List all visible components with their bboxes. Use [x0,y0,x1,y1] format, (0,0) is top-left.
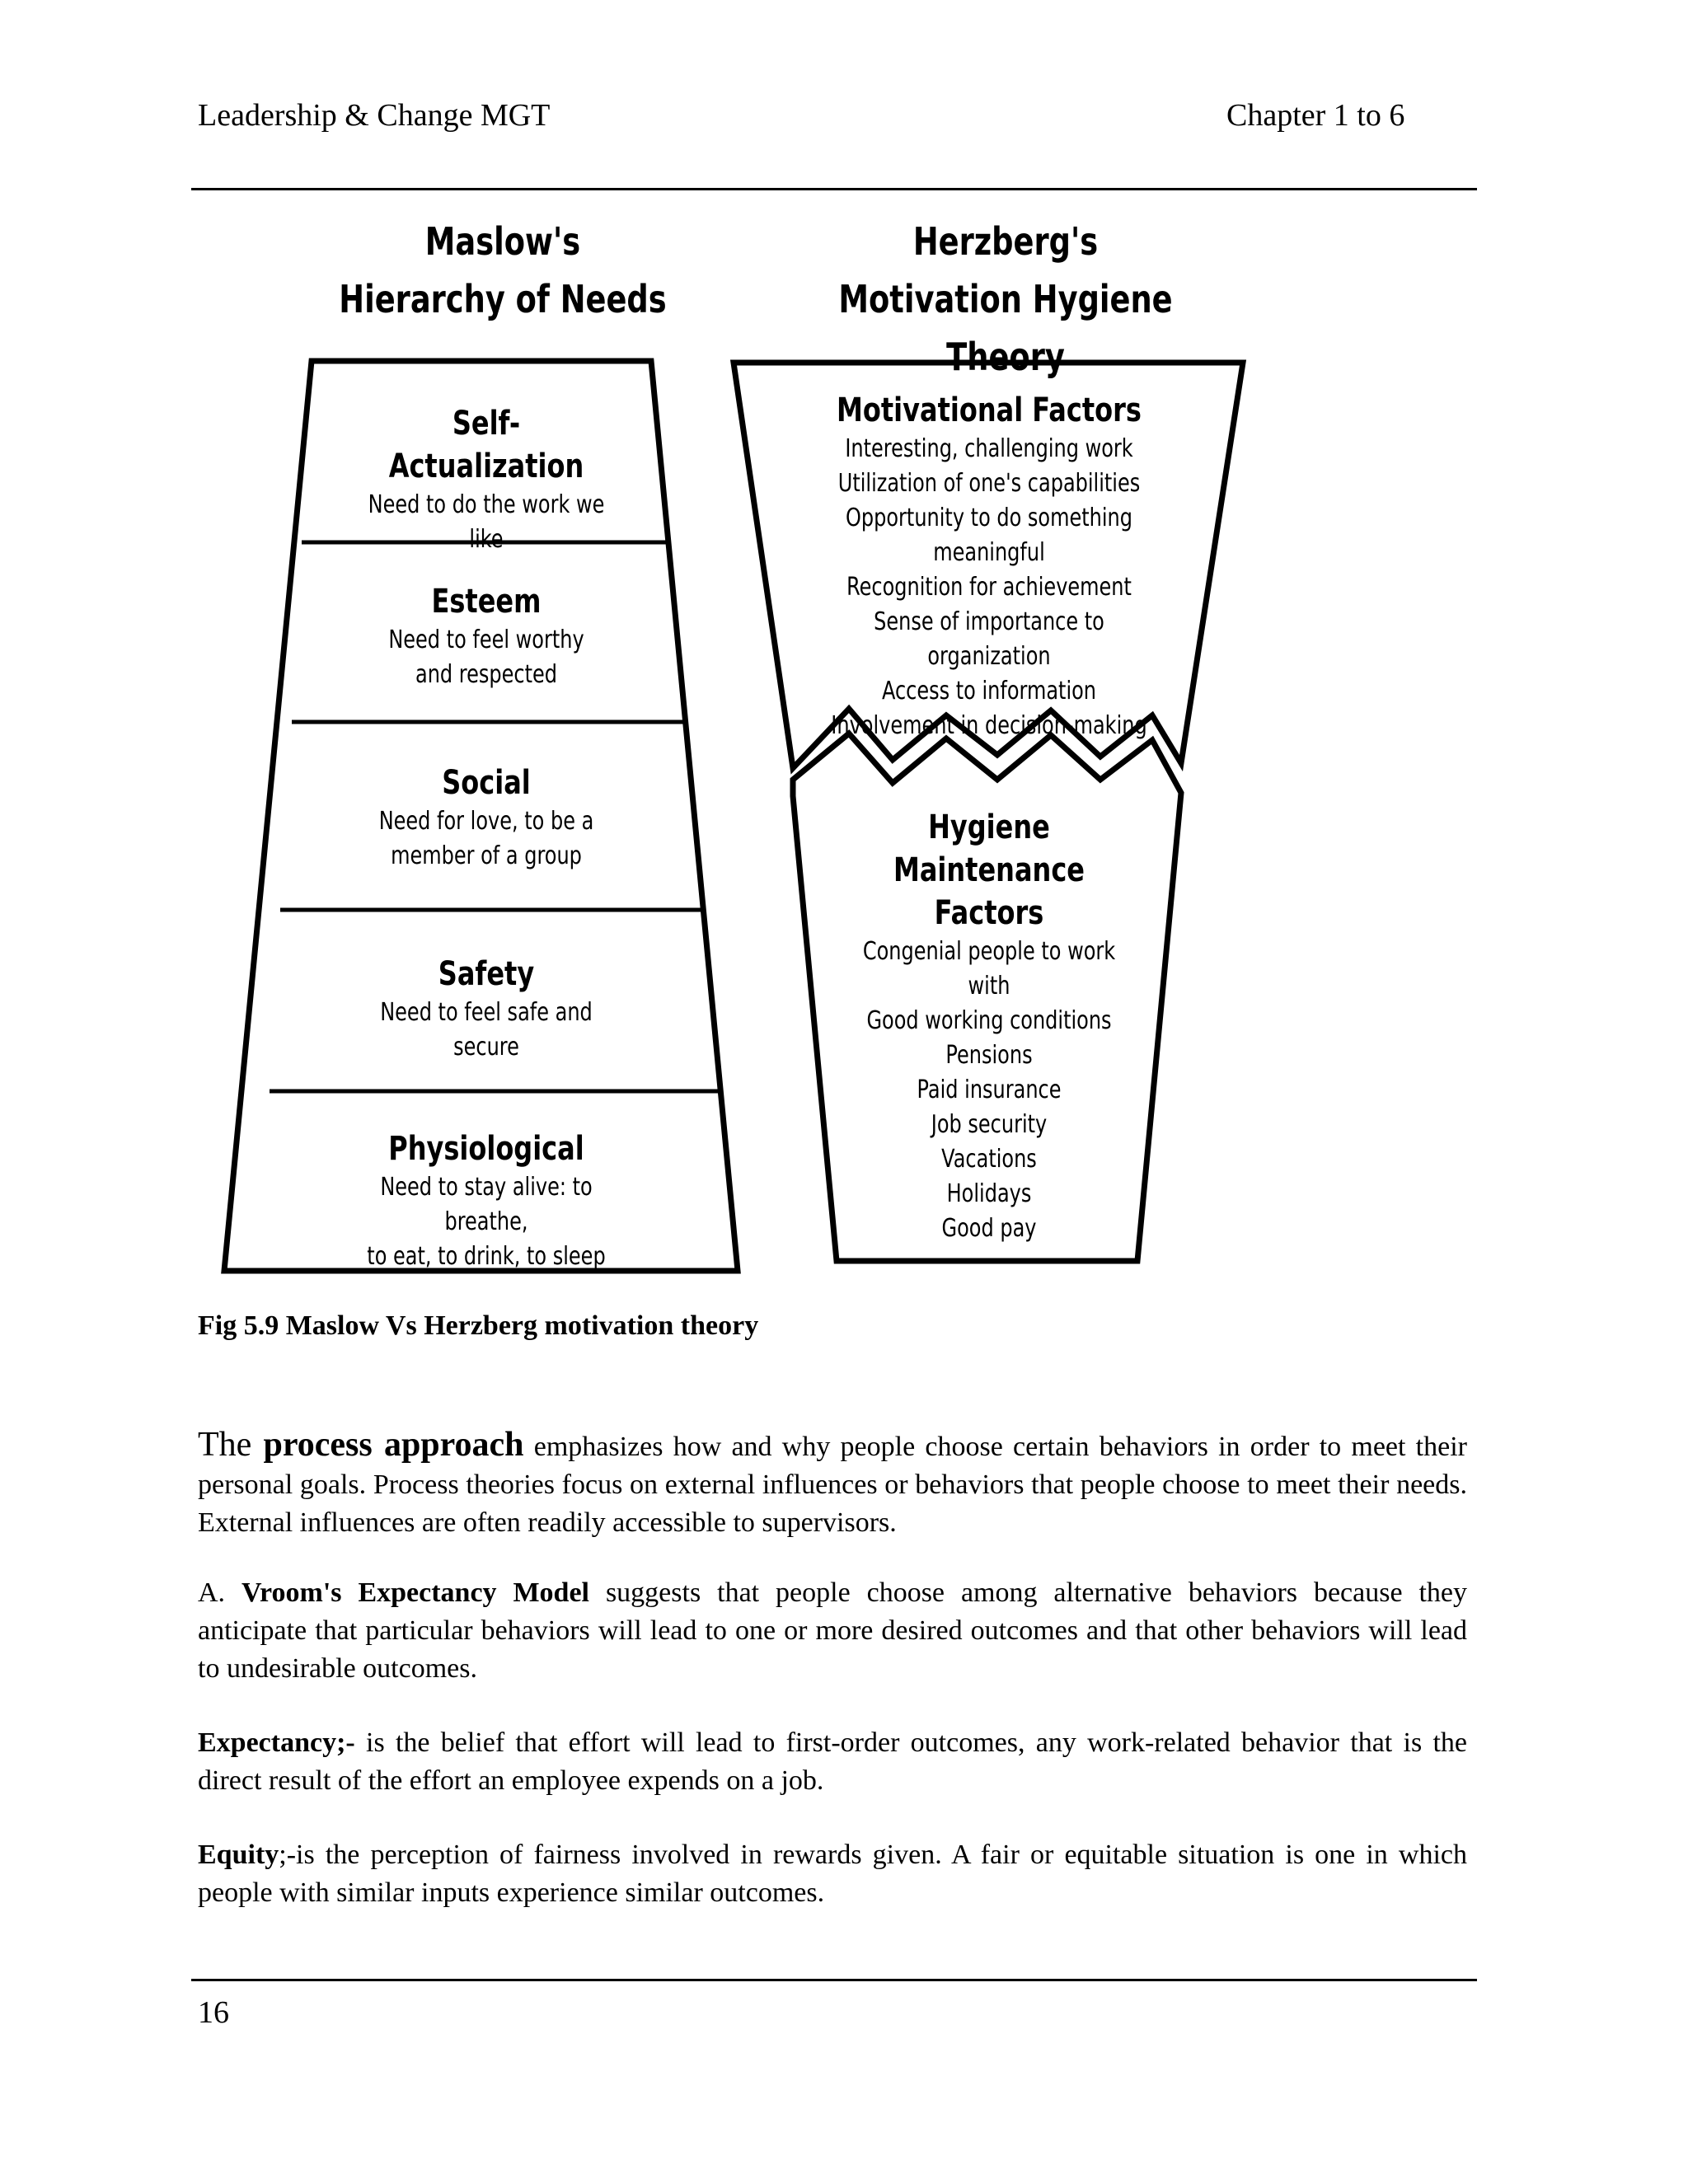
motivational-item: Involvement in decision-making [831,711,1147,740]
herzberg-motivational-factors [775,389,1203,743]
level-desc: Need to do the work we like [368,490,605,554]
level-desc: Need for love, to be a [378,807,594,836]
paragraph-vroom [198,1574,1467,1688]
p2-term: Vroom's Expectancy Model [241,1577,590,1608]
paragraph-expectancy [198,1724,1467,1800]
level-desc: Need to feel safe and secure [380,998,593,1062]
p1-rest: emphasizes how and why people choose certain behaviors in order to meet their personal goals. Process theories focus on external influences or behaviors that people choose to meet their needs. External influences are often readily accessible to supervisors. [198,1432,1467,1538]
figure-caption: Fig 5.9 Maslow Vs Herzberg motivation theory [198,1310,759,1341]
level-desc-2: to eat, to drink, to sleep [367,1242,606,1271]
motivational-item: Access to information [881,677,1097,705]
header-left-title: Leadership & Change MGT [198,98,551,133]
maslow-level-safety [321,953,651,1065]
maslow-title-line1: Maslow's [424,219,581,264]
p1-term: process approach [263,1426,524,1464]
hygiene-item: Congenial people to work with [862,937,1116,1001]
motivational-item: Sense of importance to organization [874,607,1104,671]
motivational-item: Interesting, challenging work [845,434,1133,463]
herzberg-hygiene-factors [816,806,1162,1246]
p3-rest: is the belief that effort will lead to first-order outcomes, any work-related behavior that is the direct result of the effort an employee expends on a job. [198,1727,1467,1796]
hygiene-item: Good pay [941,1214,1037,1243]
hygiene-title-line1: Hygiene Maintenance [893,808,1085,889]
hygiene-item: Paid insurance [917,1076,1062,1104]
level-desc: Need to feel worthy [388,626,584,654]
page-number: 16 [198,1995,229,2030]
p4-rest: ;-is the perception of fairness involved in rewards given. A fair or equitable situation is one in which people with similar inputs experience similar outcomes. [198,1840,1467,1908]
motivational-item: Recognition for achievement [846,573,1132,602]
motivational-title: Motivational Factors [837,391,1142,429]
p2-rest: suggests that people choose among alternative behaviors because they anticipate that particular behaviors will lead to one or more desired outcomes and that other behaviors will lead to undesirable outcomes. [198,1577,1468,1684]
p1-lead: The [198,1426,264,1464]
level-name: Social [442,764,531,802]
level-name: Self-Actualization [388,405,584,485]
maslow-level-self-actualization [330,402,643,557]
hygiene-item: Pensions [945,1041,1033,1070]
level-name: Esteem [431,583,542,621]
hygiene-item: Good working conditions [866,1006,1112,1035]
p4-term: Equity [198,1840,279,1870]
motivational-item: Utilization of one's capabilities [837,469,1141,498]
paragraph-equity [198,1836,1467,1912]
level-name: Safety [438,955,535,993]
maslow-level-physiological [313,1127,659,1274]
p3-term: Expectancy;- [198,1727,355,1758]
hygiene-title-line2: Factors [934,894,1044,932]
paragraph-process-approach [198,1426,1467,1542]
hygiene-item: Vacations [941,1145,1037,1174]
maslow-level-social [330,762,643,874]
motivational-item: Opportunity to do something meaningful [846,504,1132,567]
hygiene-item: Holidays [946,1179,1032,1208]
maslow-level-esteem [330,580,643,692]
level-desc: Need to stay alive: to breathe, [380,1173,593,1236]
herzberg-title-line1: Herzberg's [912,219,1099,264]
maslow-title-line2: Hierarchy of Needs [339,277,667,321]
footer-rule [191,1979,1477,1981]
level-desc-2: and respected [415,660,557,689]
level-desc-2: member of a group [391,841,582,870]
herzberg-title-line2: Motivation Hygiene Theory [838,277,1173,379]
level-name: Physiological [388,1130,584,1168]
hygiene-item: Job security [931,1110,1048,1139]
p2-lead: A. [198,1577,241,1608]
header-right-chapter: Chapter 1 to 6 [1226,98,1405,133]
